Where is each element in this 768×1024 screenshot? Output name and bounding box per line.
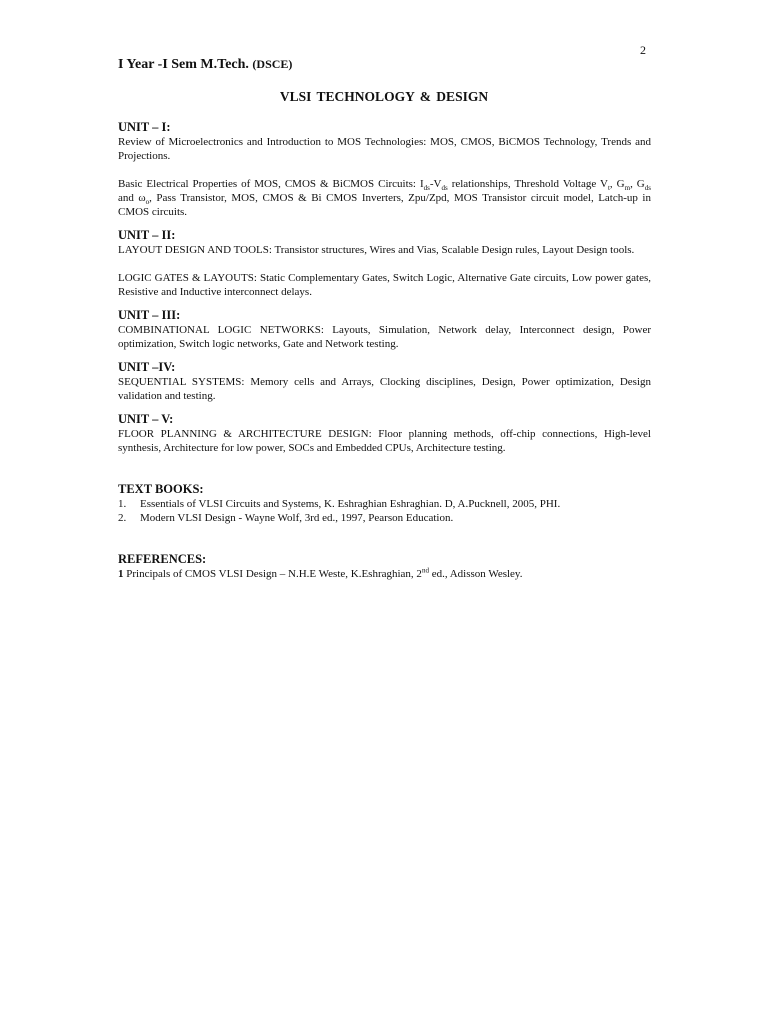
text-book-item	[118, 497, 651, 511]
unit-4-paragraph-1: SEQUENTIAL SYSTEMS: Memory cells and Arrays, Clocking disciplines, Design, Power optimization, Design validation and testing.	[118, 376, 651, 402]
unit-5-section	[118, 412, 651, 455]
text-books-list	[118, 497, 651, 525]
unit-3-heading: UNIT – III:	[118, 308, 181, 322]
unit-2-section	[118, 228, 651, 299]
syllabus-content	[118, 120, 651, 581]
unit-1-section	[118, 120, 651, 219]
text-book-title: Modern VLSI Design - Wayne Wolf, 3rd ed., 1997, Pearson Education.	[140, 512, 454, 524]
references-section	[118, 552, 651, 581]
unit-4-heading: UNIT –IV:	[118, 360, 176, 374]
year-semester: I Year -I Sem M.Tech.	[118, 57, 249, 72]
references-heading: REFERENCES:	[118, 552, 207, 566]
document-title: VLSI TECHNOLOGY & DESIGN	[279, 89, 489, 104]
course-header	[118, 57, 292, 73]
page-number: 2	[640, 43, 646, 57]
text-books-heading: TEXT BOOKS:	[118, 482, 204, 496]
unit-3-paragraph-1: COMBINATIONAL LOGIC NETWORKS: Layouts, Simulation, Network delay, Interconnect design, Power optimization, Switch logic networks, Gate and Network testing.	[118, 324, 651, 350]
text-book-number: 2.	[118, 512, 127, 524]
text-book-item	[118, 511, 651, 525]
unit-2-paragraph-1: LAYOUT DESIGN AND TOOLS: Transistor structures, Wires and Vias, Scalable Design rules, Layout Design tools.	[118, 244, 635, 256]
unit-2-paragraph-2: LOGIC GATES & LAYOUTS: Static Complementary Gates, Switch Logic, Alternative Gate circuits, Low power gates, Resistive and Inductive interconnect delays.	[118, 272, 651, 298]
unit-1-heading: UNIT – I:	[118, 120, 171, 134]
program-name: (DSCE)	[252, 57, 293, 71]
unit-1-paragraph-1: Review of Microelectronics and Introduction to MOS Technologies: MOS, CMOS, BiCMOS Technology, Trends and Projections.	[118, 136, 651, 162]
text-book-title: Essentials of VLSI Circuits and Systems, K. Eshraghian Eshraghian. D, A.Pucknell, 2005, PHI.	[140, 498, 561, 510]
unit-4-section	[118, 360, 651, 403]
text-book-number: 1.	[118, 498, 127, 510]
unit-1-paragraph-2: Basic Electrical Properties of MOS, CMOS & BiCMOS Circuits: $I_{ds}-V_{ds}$ relationships, Threshold Voltage $V_t$, $G_m$, $G_{ds}$ and $\omega_o$, Pass Transistor, MOS, CMOS & Bi CMOS Inverters, Zpu/Zpd, MOS Transistor circuit model, Latch-up in CMOS circuits.	[118, 178, 651, 218]
unit-3-section	[118, 308, 651, 351]
reference-number: 1	[118, 568, 124, 580]
text-books-section	[118, 482, 651, 525]
unit-2-heading: UNIT – II:	[118, 228, 176, 242]
reference-item: 1 Principals of CMOS VLSI Design – N.H.E Weste, K.Eshraghian, 2nd ed., Adisson Wesley.	[118, 566, 523, 580]
unit-5-heading: UNIT – V:	[118, 412, 174, 426]
unit-5-paragraph-1: FLOOR PLANNING & ARCHITECTURE DESIGN: Floor planning methods, off-chip connections, High-level synthesis, Architecture for low power, SOCs and Embedded CPUs, Architecture testing.	[118, 428, 651, 454]
